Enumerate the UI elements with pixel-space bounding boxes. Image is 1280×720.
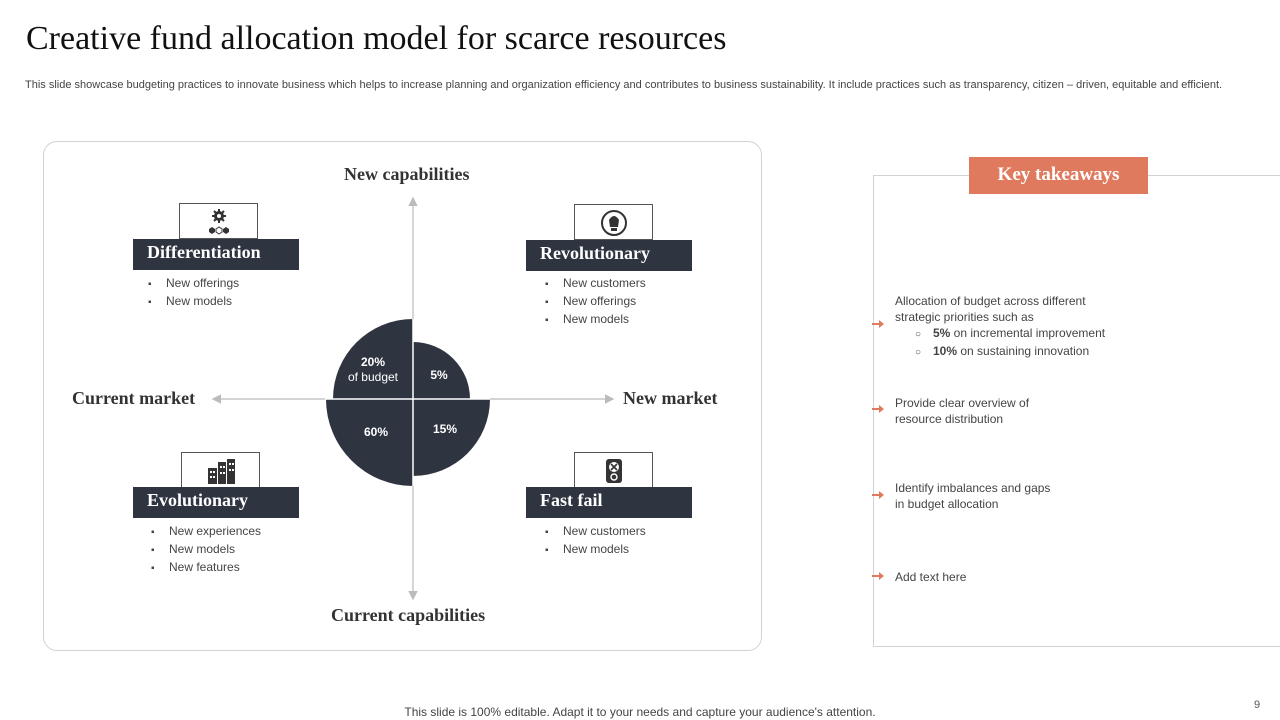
- arrow-right-icon: [872, 490, 884, 500]
- slice-label-top-left: 20% of budget: [347, 355, 399, 384]
- list-item: ▪ New offerings: [545, 293, 646, 311]
- list-item: ▪ New customers: [545, 523, 646, 541]
- list-item: ▪ New features: [151, 559, 261, 577]
- takeaway-item-3: Identify imbalances and gaps in budget allocation: [895, 481, 1051, 511]
- differentiation-icon-box: [179, 203, 258, 239]
- page-subtitle: This slide showcase budgeting practices to innovate business which helps to increase planning and organization efficiency and contributes to business sustainability. It include practices such as transparency, citizen – driven, equitable and efficient.: [25, 79, 1223, 91]
- revolutionary-list: [545, 275, 646, 329]
- arrow-right-icon: [872, 319, 884, 329]
- takeaways-heading: Key takeaways: [969, 157, 1148, 194]
- axis-label-left: Current market: [72, 388, 196, 408]
- slice-bottom-right: [413, 399, 490, 476]
- footer-note: This slide is 100% editable. Adapt it to your needs and capture your audience's attention.: [404, 705, 876, 719]
- list-item: ▪ New experiences: [151, 523, 261, 541]
- takeaway-item-1: Allocation of budget across different strategic priorities such as ○ 5% on incremental improvement ○ 10% on sustaining innovation: [895, 293, 1105, 361]
- axis-label-right: New market: [623, 388, 718, 408]
- slice-label-top-right: 5%: [430, 368, 448, 382]
- page-title: Creative fund allocation model for scarce resources: [26, 20, 727, 57]
- differentiation-list: [148, 275, 239, 311]
- buildings-icon: [205, 456, 237, 486]
- revolutionary-icon-box: [574, 204, 653, 240]
- evolutionary-list: [151, 523, 261, 577]
- arrow-right-icon: [872, 571, 884, 581]
- quadrant-title-evolutionary: Evolutionary: [133, 487, 299, 518]
- takeaway-item-4: Add text here: [895, 570, 967, 584]
- list-item: ▪ New models: [148, 293, 239, 311]
- takeaway-item-2: Provide clear overview of resource distribution: [895, 396, 1030, 426]
- evolutionary-icon-box: [181, 452, 260, 488]
- list-item: ▪ New customers: [545, 275, 646, 293]
- quadrant-title-revolutionary: Revolutionary: [526, 240, 692, 271]
- axis-label-top: New capabilities: [344, 164, 470, 184]
- gear-hexagons-icon: [203, 207, 235, 237]
- quadrant-title-fast-fail: Fast fail: [526, 487, 692, 518]
- quadrant-title-differentiation: Differentiation: [133, 239, 299, 270]
- axis-label-bottom: Current capabilities: [331, 605, 486, 625]
- list-item: ▪ New offerings: [148, 275, 239, 293]
- list-item: ▪ New models: [545, 541, 646, 559]
- slice-label-bottom-right: 15%: [432, 422, 458, 436]
- failed-idea-icon: [599, 456, 629, 486]
- slice-bottom-left: [326, 399, 413, 486]
- fast-fail-icon-box: [574, 452, 653, 488]
- page-number: 9: [1254, 699, 1261, 711]
- list-item: ▪ New models: [151, 541, 261, 559]
- list-item: ▪ New models: [545, 311, 646, 329]
- slice-label-bottom-left: 60%: [363, 425, 389, 439]
- arrow-right-icon: [872, 404, 884, 414]
- fast-fail-list: [545, 523, 646, 559]
- rocket-idea-icon: [599, 208, 629, 238]
